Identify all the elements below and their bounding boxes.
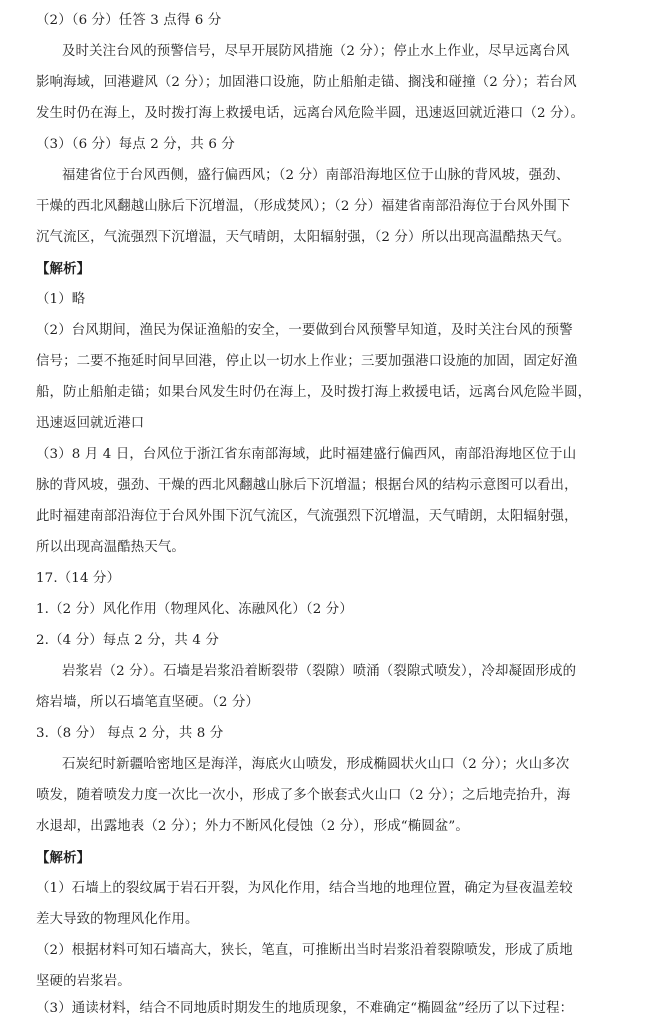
text-line: （1）略 [36,292,86,307]
text-line: 岩浆岩（2 分）。石墙是岩浆沿着断裂带（裂隙）喷涌（裂隙式喷发），冷却凝固形成的 [62,664,577,679]
text-line: 脉的背风坡，强劲、干燥的西北风翻越山脉后下沉增温；根据台风的结构示意图可以看出， [36,478,578,493]
text-line: 石炭纪时新疆哈密地区是海洋，海底火山喷发，形成椭圆状火山口（2 分）；火山多次 [62,757,570,772]
text-line: 船，防止船舶走锚；如果台风发生时仍在海上，及时拨打海上救援电话，远离台风危险半圆， [36,385,592,400]
text-line: 差大导致的物理风化作用。 [36,912,199,927]
text-line: （1）石墙上的裂纹属于岩石开裂，为风化作用，结合当地的地理位置，确定为昼夜温差较 [36,881,573,896]
text-line: 此时福建南部沿海位于台风外围下沉气流区，气流强烈下沉增温，天气晴朗，太阳辐射强， [36,509,578,524]
text-line: （2）（6 分）任答 3 点得 6 分 [36,13,222,28]
text-line: 熔岩墙，所以石墙笔直坚硬。（2 分） [36,695,260,710]
text-line: 福建省位于台风西侧，盛行偏西风；（2 分）南部沿海地区位于山脉的背风坡，强劲、 [62,168,570,183]
question-heading: 17.（14 分） [36,571,121,586]
text-line: 坚硬的岩浆岩。 [36,974,131,989]
text-line: （2）根据材料可知石墙高大，狭长，笔直，可推断出当时岩浆沿着裂隙喷发，形成了质地 [36,943,573,958]
analysis-heading: 【解析】 [36,261,91,277]
text-line: 所以出现高温酷热天气。 [36,540,185,555]
text-line: 干燥的西北风翻越山脉后下沉增温，（形成焚风）；（2 分）福建省南部沿海位于台风外围下 [36,199,571,214]
text-line: 3.（8 分） 每点 2 分，共 8 分 [36,726,224,741]
text-line: 迅速返回就近港口 [36,416,145,431]
text-line: 2.（4 分）每点 2 分，共 4 分 [36,633,219,648]
text-line: 及时关注台风的预警信号，尽早开展防风措施（2 分）；停止水上作业，尽早远离台风 [62,44,570,59]
text-line: 沉气流区，气流强烈下沉增温，天气晴朗，太阳辐射强，（2 分）所以出现高温酷热天气。 [36,230,571,245]
text-line: （3）通读材料，结合不同地质时期发生的地质现象，不难确定“椭圆盆”经历了以下过程： [36,1001,574,1016]
text-line: 影响海域，回港避风（2 分）；加固港口设施，防止船舶走锚、搁浅和碰撞（2 分）；若台风 [36,75,577,90]
text-line: （3）8 月 4 日，台风位于浙江省东南部海域，此时福建盛行偏西风，南部沿海地区位于山 [36,447,577,462]
text-line: 信号；二要不拖延时间早回港，停止以一切水上作业；三要加强港口设施的加固，固定好渔 [36,354,578,369]
text-line: 水退却，出露地表（2 分）；外力不断风化侵蚀（2 分），形成“椭圆盆”。 [36,819,469,834]
text-line: （2）台风期间，渔民为保证渔船的安全，一要做到台风预警早知道，及时关注台风的预警 [36,323,573,338]
text-line: 发生时仍在海上，及时拨打海上救援电话，远离台风危险半圆，迅速返回就近港口（2 分）。 [36,106,584,121]
text-line: 1.（2 分）风化作用（物理风化、冻融风化）（2 分） [36,602,353,617]
text-line: （3）（6 分）每点 2 分，共 6 分 [36,137,235,152]
analysis-heading: 【解析】 [36,850,91,866]
text-line: 喷发，随着喷发力度一次比一次小，形成了多个嵌套式火山口（2 分）；之后地壳抬升，海 [36,788,571,803]
